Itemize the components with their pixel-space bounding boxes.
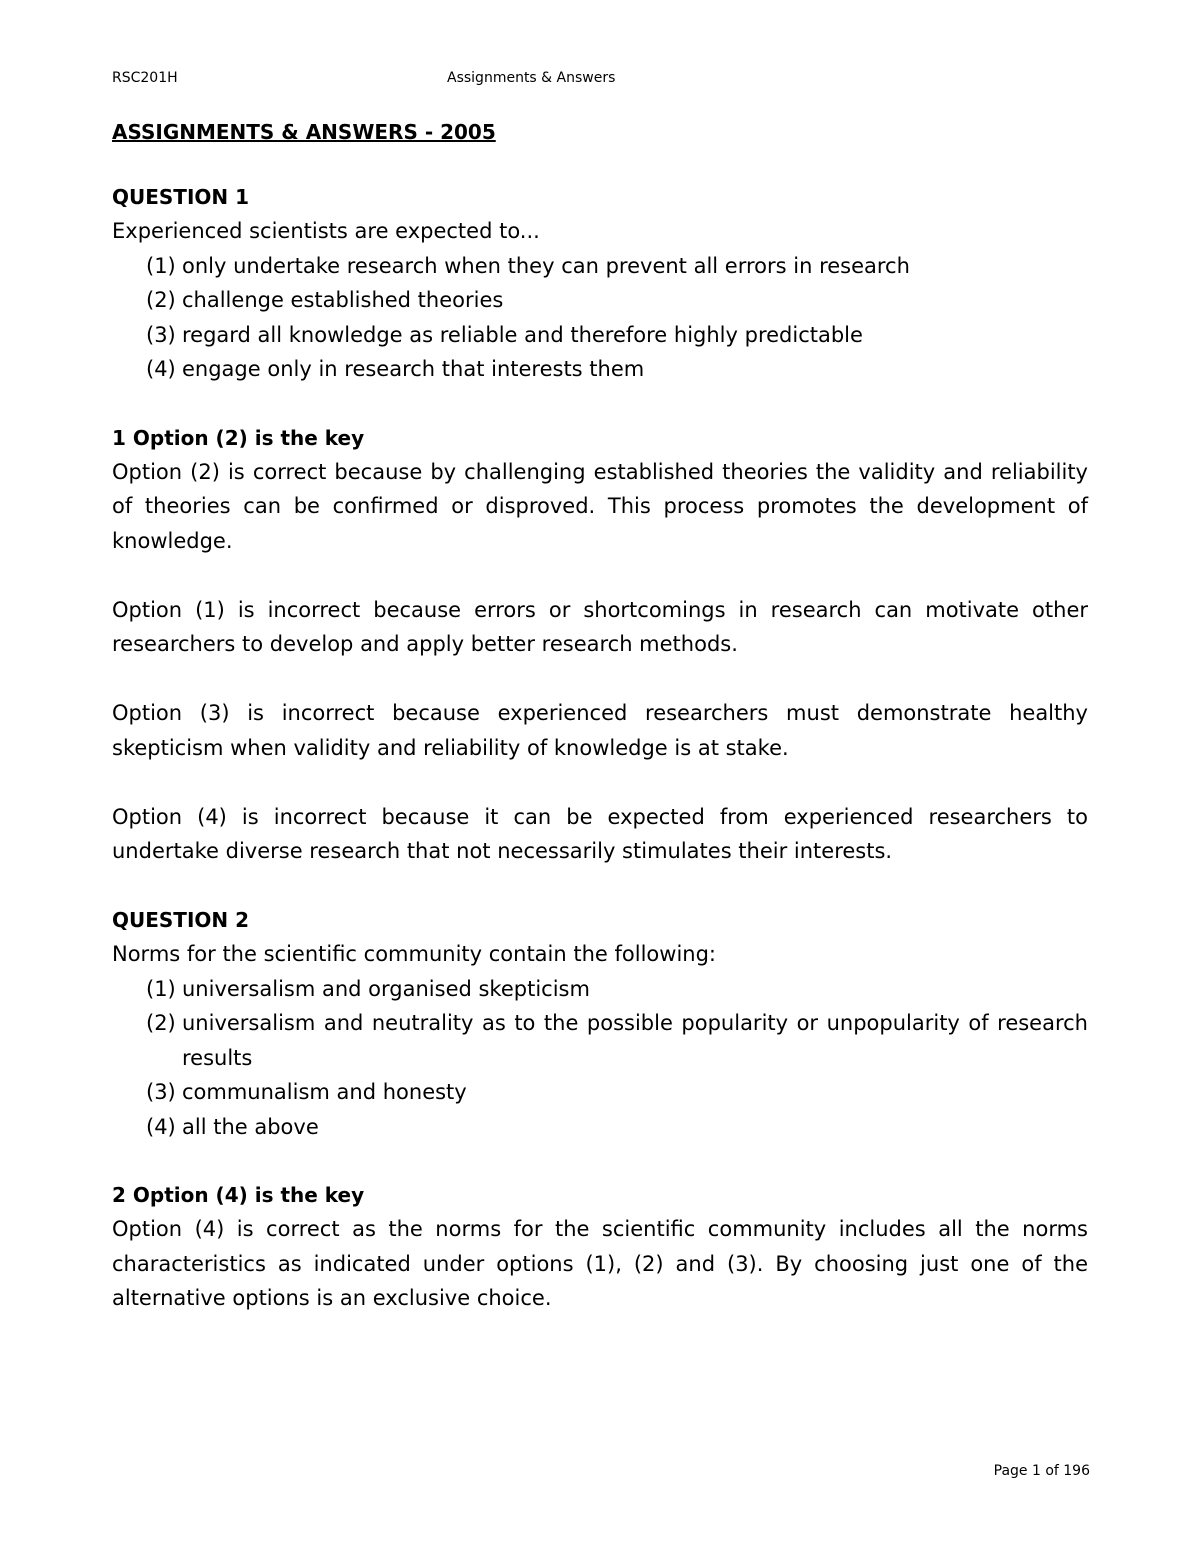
option-number: (4): [146, 1114, 176, 1139]
page-header: [112, 70, 1092, 92]
option-text: universalism and organised skepticism: [182, 976, 590, 1001]
explanation-paragraph: Option (1) is incorrect because errors or shortcomings in research can motivate other researchers to develop and apply better research methods.: [112, 597, 1088, 656]
course-code: RSC201H: [112, 70, 178, 86]
question-heading: QUESTION 1: [112, 185, 250, 209]
answer-key-heading: 2 Option (4) is the key: [112, 1183, 365, 1207]
option-item: [112, 283, 1088, 318]
explanation-paragraph: Option (4) is incorrect because it can be expected from experienced researchers to undertake diverse research that not necessarily stimulates their interests.: [112, 804, 1088, 863]
option-number: (1): [146, 253, 176, 278]
option-item: [112, 972, 1088, 1007]
option-text: all the above: [182, 1114, 319, 1139]
question-1: [112, 180, 1088, 869]
answer-key-heading: 1 Option (2) is the key: [112, 425, 365, 450]
option-text: universalism and neutrality as to the possible popularity or unpopularity of research results: [182, 1011, 1088, 1070]
question-stem: Norms for the scientific community contain the following:: [112, 942, 716, 966]
running-title: Assignments & Answers: [447, 70, 616, 86]
option-text: engage only in research that interests them: [182, 357, 645, 381]
option-number: (4): [146, 357, 176, 381]
option-item: [112, 318, 1088, 353]
question-heading: QUESTION 2: [112, 908, 250, 932]
option-item: [112, 1110, 1088, 1145]
option-number: (2): [146, 288, 176, 312]
document-body: [112, 118, 1088, 1350]
option-text: regard all knowledge as reliable and therefore highly predictable: [182, 322, 863, 347]
option-text: only undertake research when they can prevent all errors in research: [182, 253, 910, 278]
option-list: [112, 249, 1088, 387]
option-item: [112, 249, 1088, 284]
option-text: challenge established theories: [182, 288, 504, 312]
option-text: communalism and honesty: [182, 1080, 467, 1104]
explanation-paragraph: Option (4) is correct as the norms for the scientific community includes all the norms characteristics as indicated under options (1), (2) and (3). By choosing just one of the alternative options is an exclusive choice.: [112, 1217, 1088, 1310]
option-item: [112, 1006, 1088, 1075]
option-number: (3): [146, 322, 176, 347]
option-list: [112, 972, 1088, 1145]
explanation-paragraph: Option (2) is correct because by challenging established theories the validity and reliability of theories can be confirmed or disproved. This process promotes the development of knowledge.: [112, 459, 1088, 553]
option-item: [112, 1075, 1088, 1110]
explanation-paragraph: Option (3) is incorrect because experienced researchers must demonstrate healthy skepticism when validity and reliability of knowledge is at stake.: [112, 701, 1088, 760]
question-2: [112, 903, 1088, 1316]
option-number: (3): [146, 1080, 176, 1104]
document-title: ASSIGNMENTS & ANSWERS - 2005: [112, 120, 496, 144]
page-number: Page 1 of 196: [993, 1463, 1090, 1479]
question-stem: Experienced scientists are expected to...: [112, 219, 540, 243]
option-number: (1): [146, 976, 176, 1001]
option-number: (2): [146, 1011, 176, 1035]
option-item: [112, 352, 1088, 387]
